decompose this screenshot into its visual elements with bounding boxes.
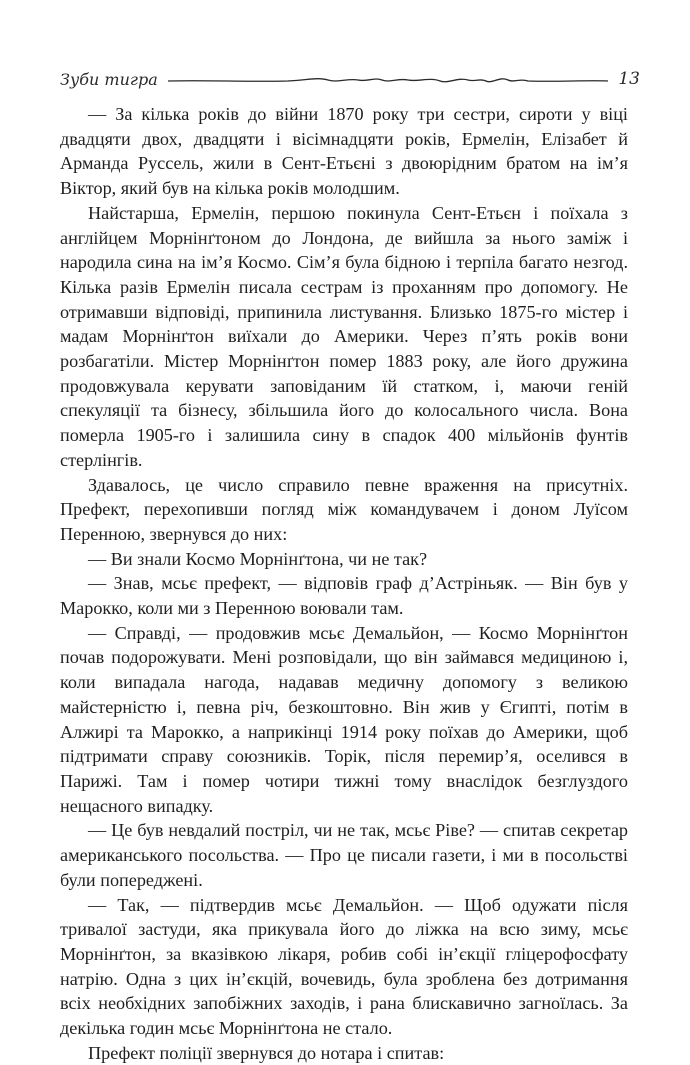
- ornament-line: [168, 68, 608, 92]
- paragraph: — Ви знали Космо Морнінґтона, чи не так?: [88, 548, 428, 569]
- paragraph: Префект поліції звернувся до нотара і спитав:: [88, 1042, 445, 1063]
- paragraph: Здавалось, це число справило певне враження на присутніх. Префект, перехопивши погляд між командувачем і доном Луїсом Перенною, звернувся до них:: [60, 474, 628, 544]
- running-title: Зуби тигра: [60, 70, 158, 89]
- page-number: 13: [618, 69, 640, 89]
- paragraph: — За кілька років до війни 1870 року три сестри, сироти у віці двадцяти двох, двадцяти і вісімнадцяти років, Ермелін, Елізабет й Арманда Руссель, жили в Сент-Етьєні з двоюрідним братом на ім’я Віктор, який був на кілька років молодшим.: [60, 104, 628, 199]
- body-text: [60, 102, 628, 1065]
- paragraph: — Знав, мсьє префект, — відповів граф д’Астріньяк. — Він був у Марокко, коли ми з Перенною воювали там.: [60, 573, 628, 619]
- paragraph: — Це був невдалий постріл, чи не так, мсьє Ріве? — спитав секретар американського посольства. — Про це писали газети, і ми в посольстві були попереджені.: [60, 820, 628, 890]
- paragraph: — Так, — підтвердив мсьє Демальйон. — Щоб одужати після тривалої застуди, яка прикувала його до ліжка на всю зиму, мсьє Морнінґтон, за вказівкою лікаря, робив собі ін’єкції гліцерофосфату натрію. Одна з цих ін’єкцій, вочевидь, була зроблена без дотримання всіх необхідних запобіжних заходів, і рана блискавично загноїлась. За декілька годин мсьє Морнінґтона не стало.: [60, 894, 628, 1039]
- running-header: [60, 60, 640, 100]
- paragraph: — Справді, — продовжив мсьє Демальйон, — Космо Морнінґтон почав подорожувати. Мені розповідали, що він займався медициною і, коли випадала нагода, надавав медичну допомогу з великою майстерністю і, певна річ, безкоштовно. Він жив у Єгипті, потім в Алжирі та Марокко, а наприкінці 1914 року поїхав до Америки, щоб підтримати справу союзників. Торік, після перемир’я, оселився в Парижі. Там і помер чотири тижні тому внаслідок безглуздого нещасного випадку.: [60, 622, 628, 816]
- paragraph: Найстарша, Ермелін, першою покинула Сент-Етьєн і поїхала з англійцем Морнінґтоном до Лондона, де вийшла за нього заміж і народила сина на ім’я Космо. Сім’я була бідною і терпіла багато незгод. Кілька разів Ермелін писала сестрам із проханням про допомогу. Не отримавши відповіді, припинила листування. Близько 1875-го містер і мадам Морнінґтон виїхали до Америки. Через п’ять років вони розбагатіли. Містер Морнінґтон помер 1883 року, але його дружина продовжувала керувати заповіданим їй статком, і, маючи геній спекуляції та бізнесу, збільшила його до колосального числа. Вона померла 1905-го і залишила сину в спадок 400 мільйонів фунтів стерлінгів.: [60, 202, 628, 470]
